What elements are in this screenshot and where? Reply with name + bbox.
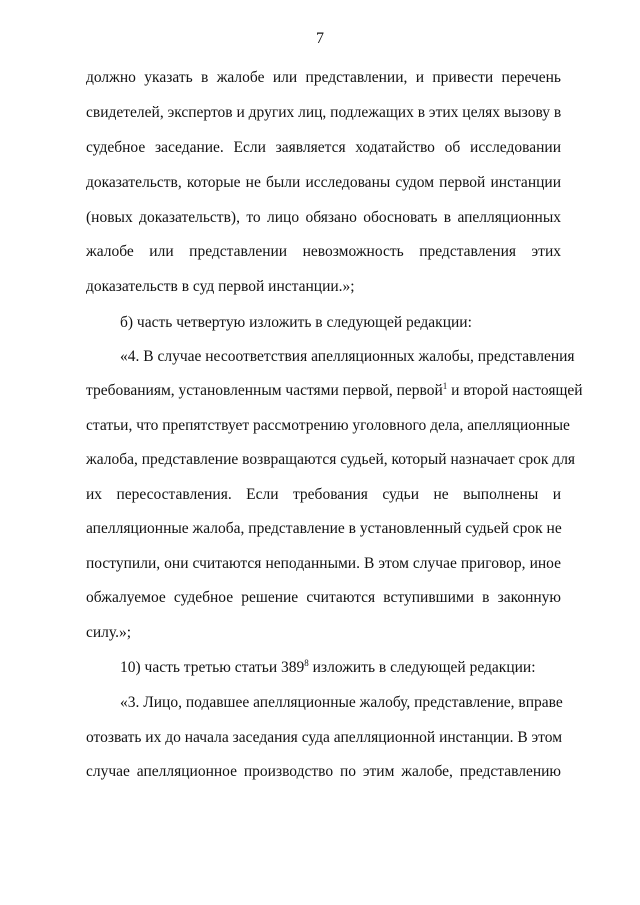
text-line: случае апелляционное производство по этим жалобе, представлению (86, 763, 561, 780)
text-line: поступили, они считаются неподанными. В этом случае приговор, иное (86, 555, 561, 572)
text-line: отозвать их до начала заседания суда апелляционной инстанции. В этом (86, 729, 563, 746)
text-line: должно указать в жалобе или представлении, и привести перечень (86, 69, 561, 86)
text-line (120, 658, 561, 678)
text-line: доказательств, которые не были исследованы судом первой инстанции (86, 174, 561, 191)
text-line: обжалуемое судебное решение считаются вступившими в законную (86, 589, 561, 606)
text-line: б) часть четвертую изложить в следующей редакции: (120, 314, 472, 331)
text-line: силу.»; (86, 624, 132, 641)
page-number: 7 (316, 30, 324, 47)
text-line: доказательств в суд первой инстанции.»; (86, 278, 355, 295)
text-line: свидетелей, экспертов и других лиц, подлежащих в этих целях вызову в (86, 104, 562, 121)
text-fragment: требованиям, установленным частями первой, первой (86, 382, 443, 399)
text-line: жалоба, представление возвращаются судьей, который назначает срок для (86, 451, 576, 468)
text-fragment: 10) часть третью статьи 389 (120, 659, 305, 676)
text-fragment: и второй настоящей (447, 382, 583, 399)
text-line: апелляционные жалоба, представление в установленный судьей срок не (86, 520, 562, 537)
text-line: жалобе или представлении невозможность представления этих (86, 243, 561, 260)
text-line: статьи, что препятствует рассмотрению уголовного дела, апелляционные (86, 417, 570, 434)
text-line: судебное заседание. Если заявляется ходатайство об исследовании (86, 139, 561, 156)
text-fragment: изложить в следующей редакции: (308, 659, 536, 676)
text-line: (новых доказательств), то лицо обязано обосновать в апелляционных (86, 209, 561, 226)
superscript: 8 (304, 658, 309, 668)
superscript: 1 (442, 381, 448, 391)
text-line (86, 381, 583, 401)
text-line: их пересоставления. Если требования судьи не выполнены и (86, 486, 561, 503)
text-line: «3. Лицо, подавшее апелляционные жалобу, представление, вправе (120, 694, 563, 711)
text-line: «4. В случае несоответствия апелляционных жалобы, представления (120, 348, 575, 365)
